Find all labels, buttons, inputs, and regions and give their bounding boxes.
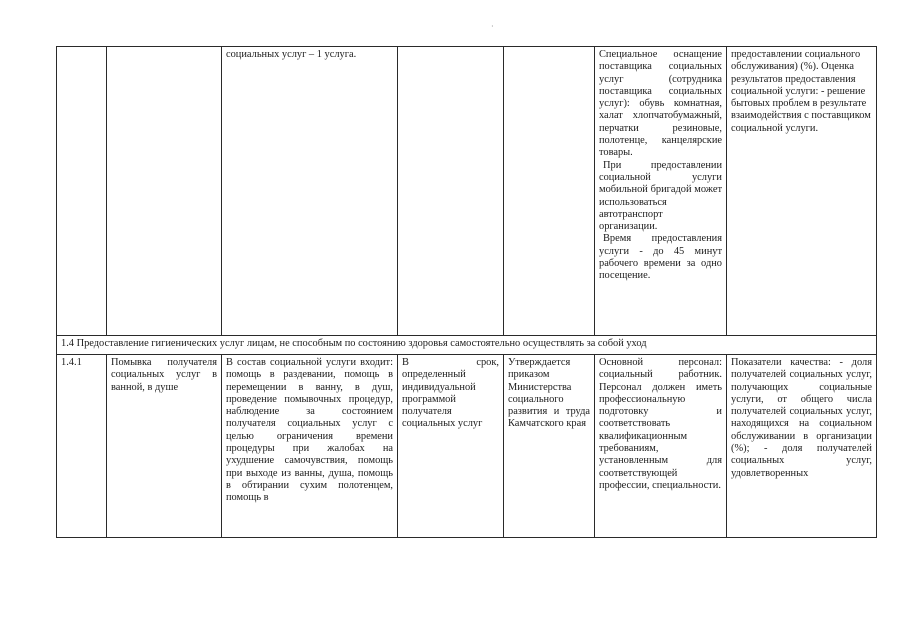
cell-number-empty	[57, 47, 107, 336]
cell-content-continued: социальных услуг – 1 услуга.	[222, 47, 398, 336]
service-time-paragraph: Время предоставления услуги - до 45 минут рабочего времени за одно посещение.	[599, 233, 722, 282]
cell-name-empty	[107, 47, 222, 336]
section-heading-row	[57, 336, 877, 355]
cell-service-tariff: Утверждается приказом Министерства социального развития и труда Камчатского края	[504, 355, 595, 538]
mobile-team-paragraph: При предоставлении социальной услуги мобильной бригадой может использоваться автотранспорт организации.	[599, 159, 722, 233]
table-row-continuation	[57, 47, 877, 336]
services-table	[56, 46, 877, 538]
cell-term-empty	[398, 47, 504, 336]
cell-service-term: В срок, определенный индивидуальной программой получателя социальных услуг	[398, 355, 504, 538]
cell-conditions-continued	[595, 47, 727, 336]
section-heading: 1.4 Предоставление гигиенических услуг лицам, не способным по состоянию здоровья самостоятельно осуществлять за собой уход	[57, 336, 877, 355]
cell-quality-indicators: Показатели качества: - доля получателей социальных услуг, получающих социальные услуги, от общего числа получателей социальных услуг, находящихся на социальном обслуживании в организации (%); - доля получателей социальных услуг, удовлетворенных	[727, 355, 877, 538]
cell-service-name: Помывка получателя социальных услуг в ванной, в душе	[107, 355, 222, 538]
page-mark: ·	[491, 22, 494, 31]
equipment-paragraph: Специальное оснащение поставщика социальных услуг (сотрудника поставщика социальных услуг): обувь комнатная, халат хлопчатобумажный, перчатки резиновые, полотенце, канцелярские товары.	[599, 49, 722, 159]
cell-service-conditions: Основной персонал: социальный работник. Персонал должен иметь профессиональную подготовку и соответствовать квалификационным требованиям, установленным для соответствующей профессии, специальности.	[595, 355, 727, 538]
table-row-1-4-1	[57, 355, 877, 538]
cell-tariff-empty	[504, 47, 595, 336]
cell-number: 1.4.1	[57, 355, 107, 538]
cell-indicators-continued: предоставлении социального обслуживания) (%). Оценка результатов предоставления социальной услуги: - решение бытовых проблем в результате взаимодействия с поставщиком социальной услуги.	[727, 47, 877, 336]
cell-service-content: В состав социальной услуги входит: помощь в раздевании, помощь в перемещении в ванну, в душ, проведение помывочных процедур, наблюдение за состоянием получателя социальных услуг с целью ограничения времени процедуры при жалобах на ухудшение самочувствия, помощь при выходе из ванны, душа, помощь в обтирании сухим полотенцем, помощь в	[222, 355, 398, 538]
